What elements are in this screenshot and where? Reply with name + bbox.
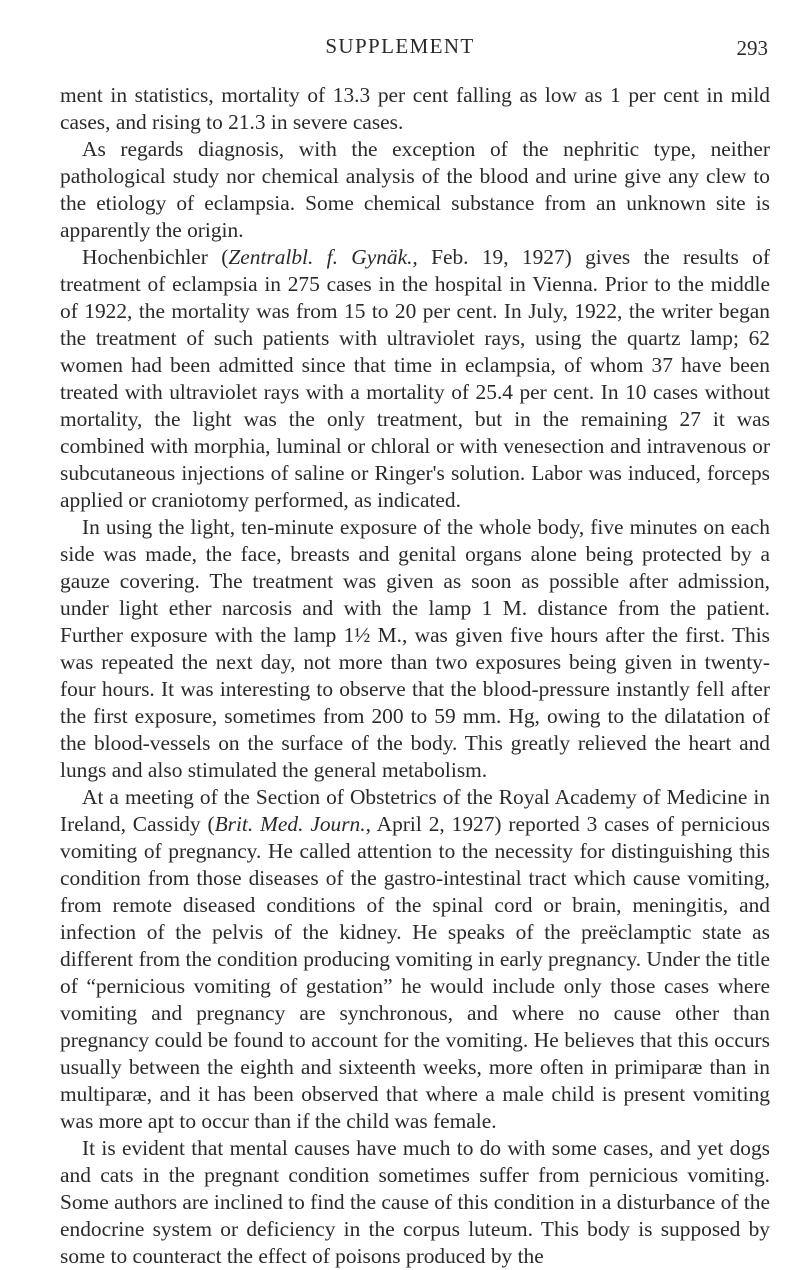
page-header	[0, 34, 800, 58]
text-run: Hochenbichler (	[82, 245, 229, 269]
citation-title: Zentralbl. f. Gynäk.,	[228, 245, 418, 269]
text-run: As regards diagnosis, with the exception of the nephritic type, neither pathological study nor chemical analysis of the blood and urine give any clew to the etiology of eclampsia. Some chemical substance from an unknown site is apparently the origin.	[60, 137, 770, 242]
text-run: Feb. 19, 1927) gives the results of treatment of eclampsia in 275 cases in the hospital in Vienna. Prior to the middle of 1922, the mortality was from 15 to 20 per cent. In July, 1922, the writer began the treatment of such patients with ultraviolet rays, using the quartz lamp; 62 women had been admitted since that time in eclampsia, of whom 37 have been treated with ultraviolet rays with a mortality of 25.4 per cent. In 10 cases without mortality, the light was the only treatment, but in the remaining 27 it was combined with morphia, luminal or chloral or with venesection and intravenous or subcutaneous injections of saline or Ringer's solution. Labor was induced, forceps applied or craniotomy performed, as indicated.	[60, 245, 770, 512]
body-text	[60, 82, 770, 1270]
text-run: It is evident that mental causes have much to do with some cases, and yet dogs and cats in the pregnant condition sometimes suffer from pernicious vomiting. Some authors are inclined to find the cause of this condition in a disturbance of the endocrine system or deficiency in the corpus luteum. This body is supposed by some to counteract the effect of poisons produced by the	[60, 1136, 770, 1268]
citation-title: Brit. Med. Journ.,	[214, 812, 371, 836]
paragraph	[60, 136, 770, 244]
paragraph	[60, 784, 770, 1135]
running-head: SUPPLEMENT	[325, 34, 475, 58]
text-run: In using the light, ten-minute exposure of the whole body, five minutes on each side was made, the face, breasts and genital organs alone being protected by a gauze covering. The treatment was given as soon as possible after admission, under light ether narcosis and with the lamp 1 M. distance from the patient. Further exposure with the lamp 1½ M., was given five hours after the first. This was repeated the next day, not more than two exposures being given in twenty-four hours. It was interesting to observe that the blood-pressure instantly fell after the first exposure, sometimes from 200 to 59 mm. Hg, owing to the dilatation of the blood-vessels on the surface of the body. This greatly relieved the heart and lungs and also stimulated the general metabolism.	[60, 515, 770, 782]
text-run: April 2, 1927) reported 3 cases of pernicious vomiting of pregnancy. He called attention to the necessity for distinguishing this condition from those diseases of the gastro-intestinal tract which cause vomiting, from remote diseased conditions of the spinal cord or brain, meningitis, and infection of the pelvis of the kidney. He speaks of the preëclamptic state as different from the condition producing vomiting in early pregnancy. Under the title of “pernicious vomiting of gestation” he would include only those cases where vomiting and pregnancy are synchronous, and where no cause other than pregnancy could be found to account for the vomiting. He believes that this occurs usually between the eighth and sixteenth weeks, more often in primiparæ than in multiparæ, and it has been observed that where a male child is present vomiting was more apt to occur than if the child was female.	[60, 812, 771, 1133]
text-run: At a meeting of the Section of Obstetrics of the Royal Academy of Medicine in Ireland, Cassidy (	[60, 785, 770, 836]
paragraph	[60, 82, 770, 136]
paragraph	[60, 244, 770, 514]
paragraph	[60, 1135, 770, 1270]
paragraph	[60, 514, 770, 784]
page-number: 293	[736, 36, 768, 60]
text-run: ment in statistics, mortality of 13.3 per cent falling as low as 1 per cent in mild cases, and rising to 21.3 in severe cases.	[60, 83, 770, 134]
